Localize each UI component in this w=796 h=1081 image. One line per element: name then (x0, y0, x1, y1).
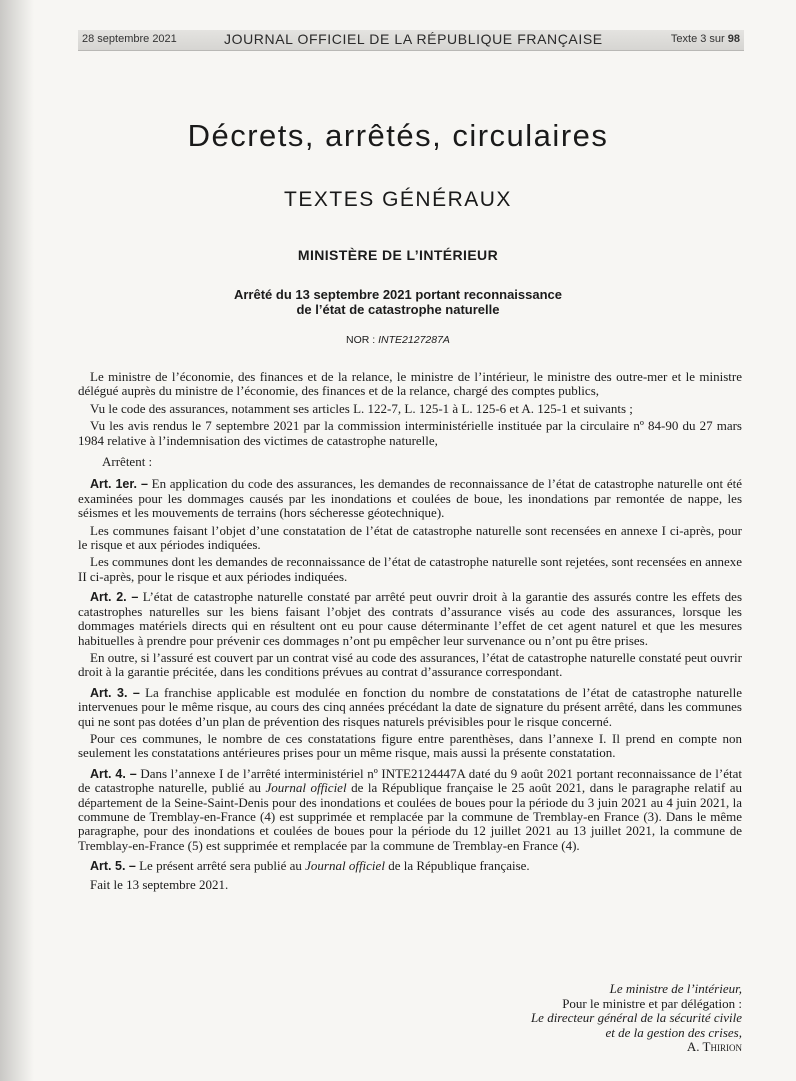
journal-header (78, 30, 744, 51)
header-page-total: 98 (727, 33, 740, 45)
article-3-paragraph (78, 686, 742, 729)
fait-date: Fait le 13 septembre 2021. (90, 876, 229, 892)
signature-line-1 (480, 982, 742, 997)
section-title: Décrets, arrêtés, circulaires (187, 118, 609, 153)
arretent-line: Arrêtent : (102, 454, 153, 470)
preamble-vu-avis: Vu les avis rendus le 7 septembre 2021 par la commission interministérielle instituée par la circulaire nº 84-90 du 27 mars 1984 relative à l’indemnisation des victimes de catastrophe naturelle, (78, 418, 742, 448)
header-date: 28 septembre 2021 (82, 33, 177, 45)
article-5-journal-officiel: Journal officiel (305, 858, 385, 874)
article-2-paragraph-2: En outre, si l’assuré est couvert par un contrat visé au code des assurances, l’état de catastrophe naturelle constaté peut ouvrir droit à la garantie précitée, dans les conditions prévues au contrat d’assurance correspondant. (78, 649, 742, 680)
signature-director-2: et de la gestion des crises, (605, 1024, 742, 1040)
arrete-title (0, 287, 796, 317)
preamble-ministers: Le ministre de l’économie, des finances et de la relance, le ministre de l’intérieur, le ministre des outre-mer et le ministre délégué auprès du ministre de l’économie, des finances et de la relance, chargé des comptes publics, (78, 369, 742, 399)
nor-reference (0, 334, 796, 346)
arrete-title-line1: Arrêté du 13 septembre 2021 portant reconnaissance (233, 287, 563, 302)
article-5-label: Art. 5. – (90, 859, 136, 874)
signature-block (480, 982, 742, 1055)
section-subtitle: TEXTES GÉNÉRAUX (284, 188, 512, 211)
document-body (78, 370, 742, 895)
nor-value: INTE2127287A (378, 334, 450, 346)
article-3-text: La franchise applicable est modulée en fonction du nombre de constatations de l’état de catastrophe naturelle intervenues pour le même risque, au cours des cinq années précédant la date de signature du présent arrêté, dans les communes qui ne sont pas dotées d’un plan de prévention des risques naturels prévisibles pour le risque concerné. (78, 684, 742, 729)
article-1-text: En application du code des assurances, les demandes de reconnaissance de l’état de catastrophe naturelle ont été examinées pour les dommages causés par les inondations et coulées de boue, les inondations par remontée de nappe, les séismes et les mouvements de terrains (hors sécheresse géotechnique). (78, 476, 742, 521)
preamble-vu-code: Vu le code des assurances, notamment ses articles L. 122-7, L. 125-1 à L. 125-6 et A. 125-1 et suivants ; (90, 400, 633, 416)
article-5-text-a: Le présent arrêté sera publié au (139, 858, 306, 874)
header-page-indicator (671, 33, 740, 45)
header-page-prefix: Texte 3 sur (670, 33, 728, 45)
article-3-label: Art. 3. – (90, 685, 140, 700)
article-5-text-b: de la République française. (384, 858, 530, 874)
nor-label: NOR : (346, 334, 379, 346)
article-4-text-a: Dans l’annexe I de l’arrêté interministériel nº INTE2124447A daté du 9 août 2021 portant reconnaissance de l’état de catastrophe naturelle, publié au (78, 765, 743, 796)
article-4-paragraph (78, 767, 742, 853)
signatory-name: A. Thirion (686, 1039, 742, 1054)
ministry-heading: MINISTÈRE DE L’INTÉRIEUR (297, 247, 499, 263)
article-2-label: Art. 2. – (90, 590, 139, 605)
signature-line-4 (480, 1026, 742, 1041)
article-1-paragraph-2: Les communes faisant l’objet d’une constatation de l’état de catastrophe naturelle sont recensées en annexe I ci-après, pour le risque et aux périodes indiquées. (78, 522, 742, 553)
signature-line-2: Pour le ministre et par délégation : (562, 995, 742, 1011)
signature-director: Le directeur général de la sécurité civile (530, 1010, 742, 1025)
article-5-paragraph (78, 859, 742, 873)
signature-minister: Le ministre de l’intérieur, (609, 981, 742, 996)
header-journal-title: JOURNAL OFFICIEL DE LA RÉPUBLIQUE FRANÇAISE (224, 31, 603, 47)
article-2-text: L’état de catastrophe naturelle constaté par arrêté peut ouvrir droit à la garantie des assurés contre les effets des catastrophes naturelles sur les biens faisant l’objet des contrats d’assurance visés au code des assurances, lorsque les dommages matériels directs qui en résultent ont eu pour cause déterminante l’effet de cet agent naturel et que les mesures habituelles à prendre pour prévenir ces dommages n’ont pu empêcher leur survenance ou n’ont pu être prises. (78, 589, 742, 648)
scan-edge-shadow (0, 0, 34, 1081)
article-2-paragraph (78, 590, 742, 648)
signature-line-3 (480, 1011, 742, 1026)
arrete-title-line2: de l’état de catastrophe naturelle (296, 302, 500, 317)
article-4-journal-officiel: Journal officiel (265, 780, 347, 796)
article-1-paragraph (78, 477, 742, 520)
article-4-text-b: de la République française le 25 août 2021, dans le paragraphe relatif au département de la Seine-Saint-Denis pour des inondations et coulées de boues pour la période du 3 juin 2021 au 4 juin 2021, la commune de Tremblay-en-France (4) est supprimée et remplacée par la commune de Tremblay-en France (3). Dans le même paragraphe, pour des inondations et coulées de boues pour la période du 12 juillet 2021 au 13 juillet 2021, la commune de Tremblay-en-France (5) est supprimée et remplacée par la commune de Tremblay-en France (4). (78, 780, 743, 853)
article-1-paragraph-3: Les communes dont les demandes de reconnaissance de l’état de catastrophe naturelle sont rejetées, sont recensées en annexe II ci-après, pour le risque et aux périodes indiquées. (78, 554, 742, 584)
article-4-label: Art. 4. – (90, 766, 137, 781)
article-3-paragraph-2: Pour ces communes, le nombre de ces constatations figure entre parenthèses, dans l’annexe I. Il prend en compte non seulement les constatations antérieures prises pour un même risque, mais aussi la présente constatation. (78, 730, 742, 761)
article-1-label: Art. 1er. – (90, 477, 148, 492)
